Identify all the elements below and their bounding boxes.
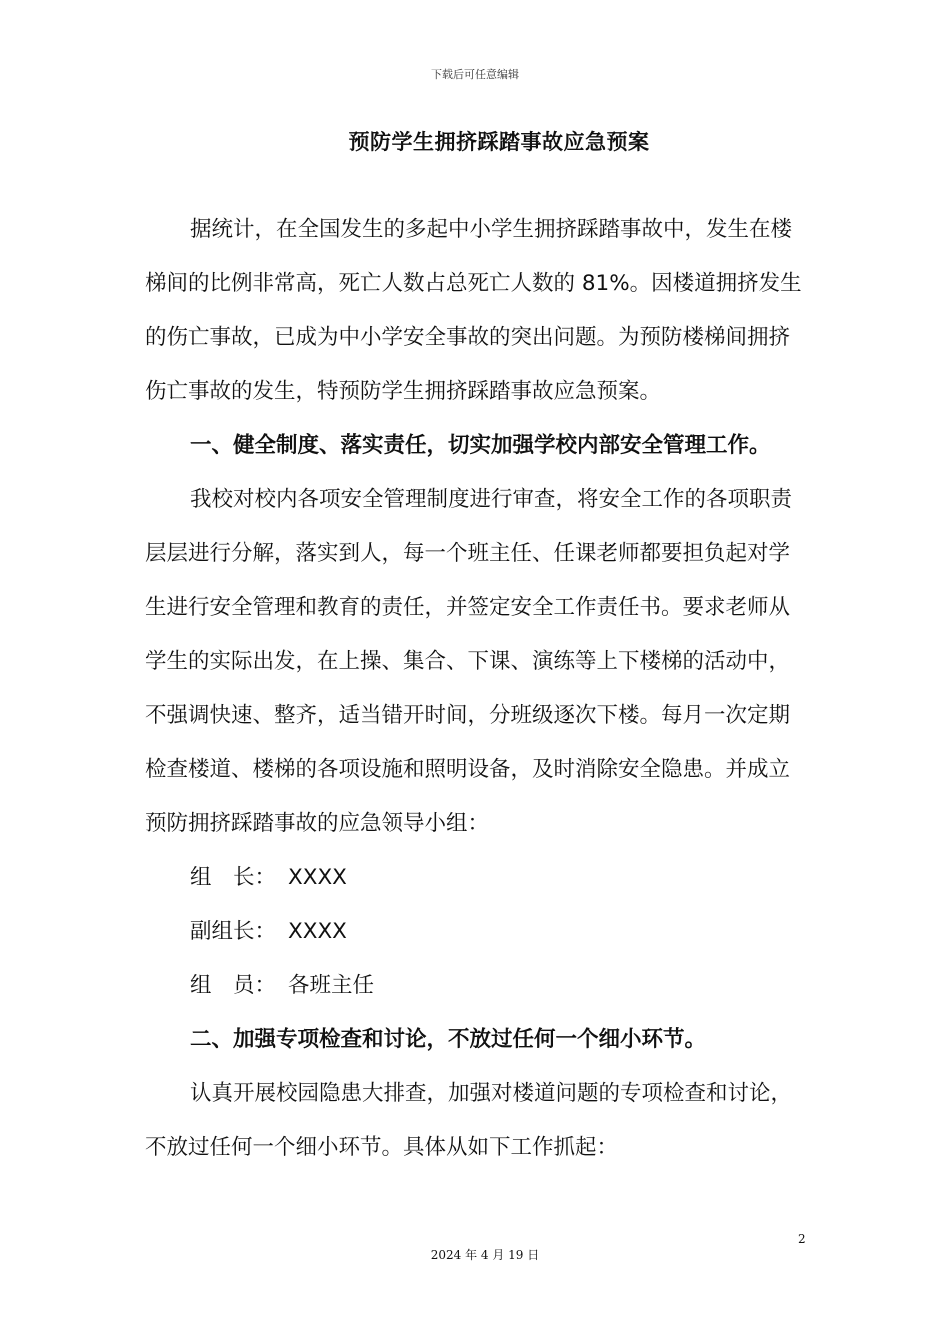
section-heading-2: 二、加强专项检查和讨论，不放过任何一个细小环节。 xyxy=(190,1027,707,1052)
page-number: 2 xyxy=(798,1232,806,1246)
page-header-note: 下载后可任意编辑 xyxy=(431,68,519,81)
document-body xyxy=(145,203,805,1175)
member-row-deputy xyxy=(145,905,805,959)
member-name: XXXX xyxy=(288,865,347,890)
document-title: 预防学生拥挤踩踏事故应急预案 xyxy=(348,130,650,154)
section-body-2: 认真开展校园隐患大排查，加强对楼道问题的专项检查和讨论，不放过任何一个细小环节。具体从如下工作抓起： xyxy=(145,1081,793,1160)
member-role: 组 员： xyxy=(190,973,277,998)
member-role: 组 长： xyxy=(190,865,277,890)
section-body-1: 我校对校内各项安全管理制度进行审查，将安全工作的各项职责层层进行分解，落实到人，每一个班主任、任课老师都要担负起对学生进行安全管理和教育的责任，并签定安全工作责任书。要求老师从学生的实际出发，在上操、集合、下课、演练等上下楼梯的活动中，不强调快速、整齐，适当错开时间，分班级逐次下楼。每月一次定期检查楼道、楼梯的各项设施和照明设备，及时消除安全隐患。并成立预防拥挤踩踏事故的应急领导小组： xyxy=(145,487,793,836)
section-heading-1: 一、健全制度、落实责任，切实加强学校内部安全管理工作。 xyxy=(190,433,771,458)
intro-paragraph: 据统计，在全国发生的多起中小学生拥挤踩踏事故中，发生在楼梯间的比例非常高，死亡人数占总死亡人数的 81%。因楼道拥挤发生的伤亡事故，已成为中小学安全事故的突出问题。为预防楼梯间拥挤伤亡事故的发生，特预防学生拥挤踩踏事故应急预案。 xyxy=(145,217,802,404)
member-name: 各班主任 xyxy=(288,973,375,998)
member-role: 副组长： xyxy=(190,919,277,944)
member-row-leader xyxy=(145,851,805,905)
member-row-members xyxy=(145,959,805,1013)
member-name: XXXX xyxy=(288,919,347,944)
footer-date: 2024 年 4 月 19 日 xyxy=(430,1248,540,1262)
